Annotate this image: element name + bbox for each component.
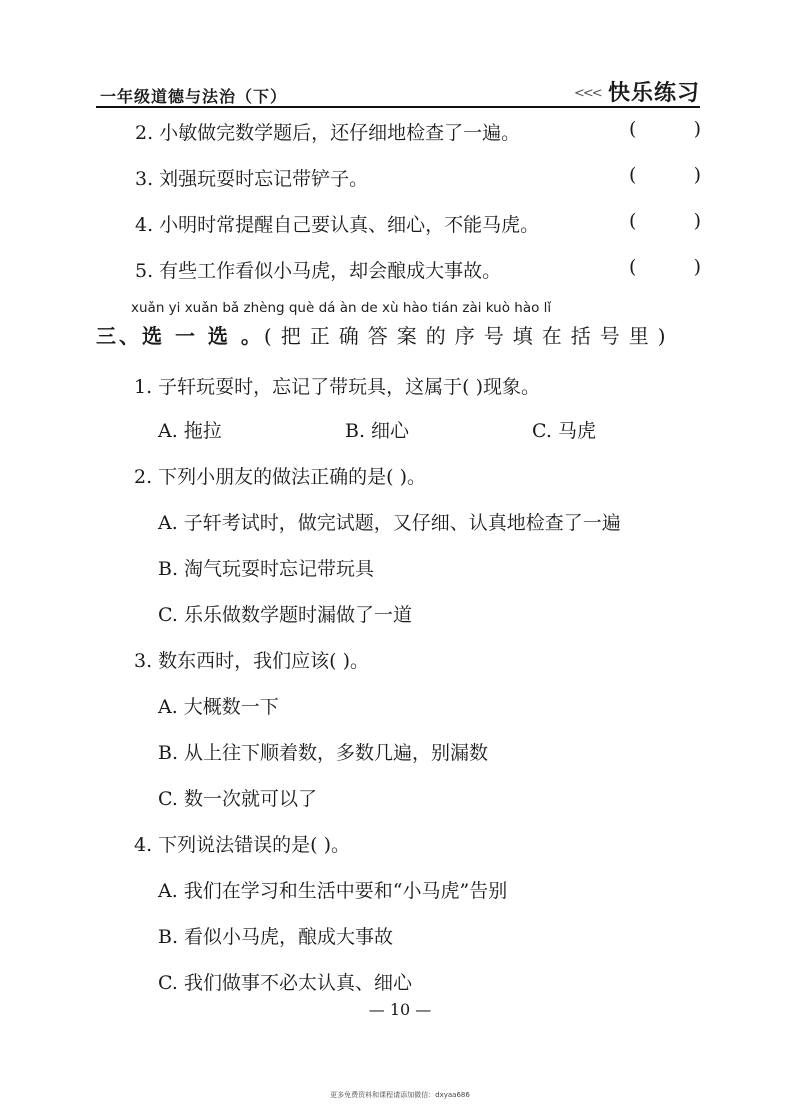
option-a[interactable]: A. 子轩考试时，做完试题，又仔细、认真地检查了一遍 [158,512,621,534]
section-pinyin: xuǎn yi xuǎn bǎ zhèng què dá àn de xù hào tián zài kuò hào lǐ [131,300,552,316]
option-a[interactable]: A. 大概数一下 [158,696,279,718]
question-stem: 4. 下列说法错误的是( )。 [134,834,351,856]
header-rule [96,106,700,108]
judge-item-text: 5. 有些工作看似小马虎，却会酿成大事故。 [135,260,502,282]
option-a[interactable]: A. 拖拉 [158,420,222,442]
option-b[interactable]: B. 从上往下顺着数，多数几遍，别漏数 [158,742,489,764]
judge-item-text: 3. 刘强玩耍时忘记带铲子。 [135,168,369,190]
footer-note: 更多免费资料和课程请添加微信：dxyaa686 [330,1091,470,1099]
option-c[interactable]: C. 马虎 [532,420,596,442]
option-c[interactable]: C. 乐乐做数学题时漏做了一道 [158,604,412,626]
judge-item-text: 2. 小敏做完数学题后，还仔细地检查了一遍。 [135,122,521,144]
answer-blank[interactable]: ( ) [629,118,701,140]
judge-item-text: 4. 小明时常提醒自己要认真、细心，不能马虎。 [135,214,540,236]
option-b[interactable]: B. 细心 [345,420,410,442]
judge-item [135,118,701,145]
page-number: — 10 — [368,1000,432,1019]
section-title [96,320,675,349]
judge-item [135,210,701,237]
header-title: 快乐练习 [607,81,700,106]
chevron-decoration-icon: <<< [574,86,601,101]
answer-blank[interactable]: ( ) [629,164,701,186]
question-stem: 1. 子轩玩耍时，忘记了带玩具，这属于( )现象。 [134,376,541,398]
answer-blank[interactable]: ( ) [629,256,701,278]
judge-item [135,164,701,191]
section-name: 选 一 选 。 [142,324,264,348]
judge-item [135,256,701,283]
question-stem: 3. 数东西时，我们应该( )。 [134,650,370,672]
section-instruction: (把正确答案的序号填在括号里) [263,324,675,348]
page-header [96,76,700,106]
question-stem: 2. 下列小朋友的做法正确的是( )。 [134,466,427,488]
option-a[interactable]: A. 我们在学习和生活中要和“小马虎”告别 [158,880,508,902]
subject-label: 一年级道德与法治（下） [100,87,288,106]
answer-blank[interactable]: ( ) [629,210,701,232]
option-b[interactable]: B. 淘气玩耍时忘记带玩具 [158,558,375,580]
option-b[interactable]: B. 看似小马虎，酿成大事故 [158,926,394,948]
option-c[interactable]: C. 数一次就可以了 [158,788,317,810]
option-c[interactable]: C. 我们做事不必太认真、细心 [158,972,412,994]
section-number: 三、 [96,324,142,348]
